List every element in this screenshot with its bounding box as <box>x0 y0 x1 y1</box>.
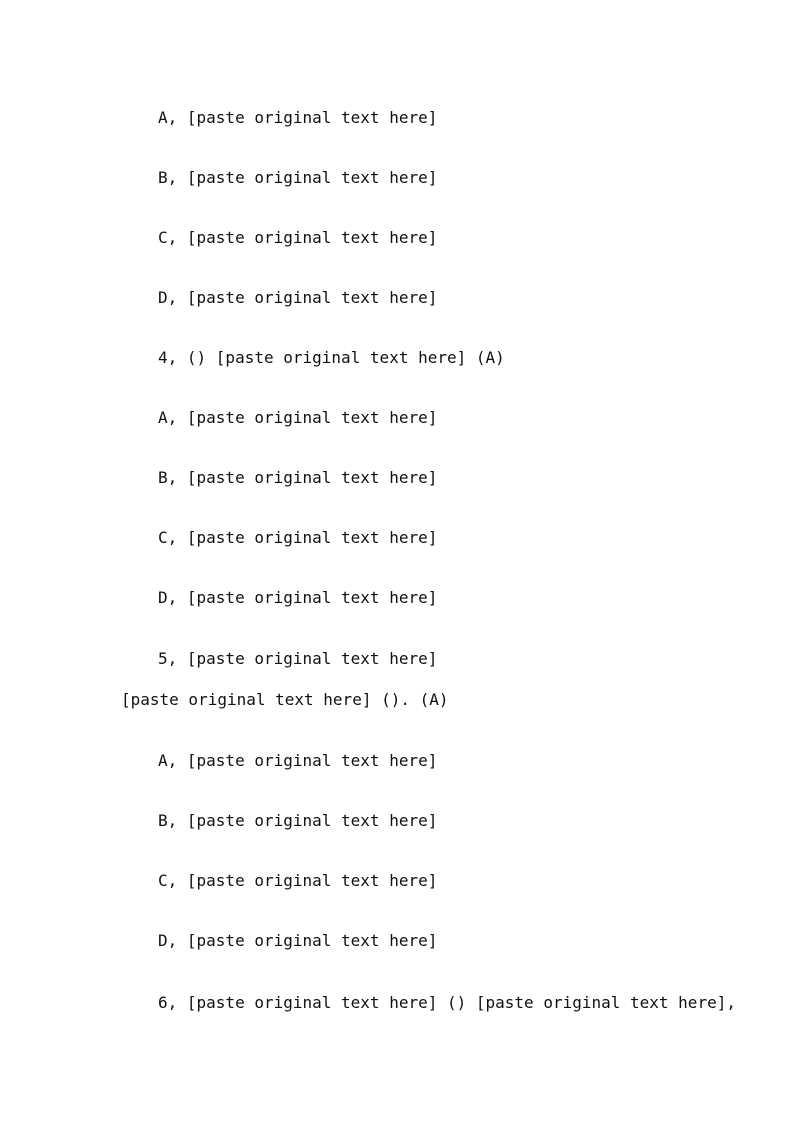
q4-option-b: B, [paste original text here] <box>158 468 438 487</box>
q3-option-d: D, [paste original text here] <box>158 288 438 307</box>
q4-option-a: A, [paste original text here] <box>158 408 438 427</box>
q3-option-c: C, [paste original text here] <box>158 228 438 247</box>
q3-option-b: B, [paste original text here] <box>158 168 438 187</box>
q5-option-a: A, [paste original text here] <box>158 751 438 770</box>
q5-option-d: D, [paste original text here] <box>158 931 438 950</box>
q4-question: 4, () [paste original text here] (A) <box>158 348 505 367</box>
q5-question-cont: [paste original text here] (). (A) <box>121 690 449 709</box>
q5-option-b: B, [paste original text here] <box>158 811 438 830</box>
q5-option-c: C, [paste original text here] <box>158 871 438 890</box>
q3-option-a: A, [paste original text here] <box>158 108 438 127</box>
q4-option-c: C, [paste original text here] <box>158 528 438 547</box>
q6-question: 6, [paste original text here] () [paste original text here], <box>158 993 736 1012</box>
q4-option-d: D, [paste original text here] <box>158 588 438 607</box>
q5-question: 5, [paste original text here] <box>158 649 438 668</box>
